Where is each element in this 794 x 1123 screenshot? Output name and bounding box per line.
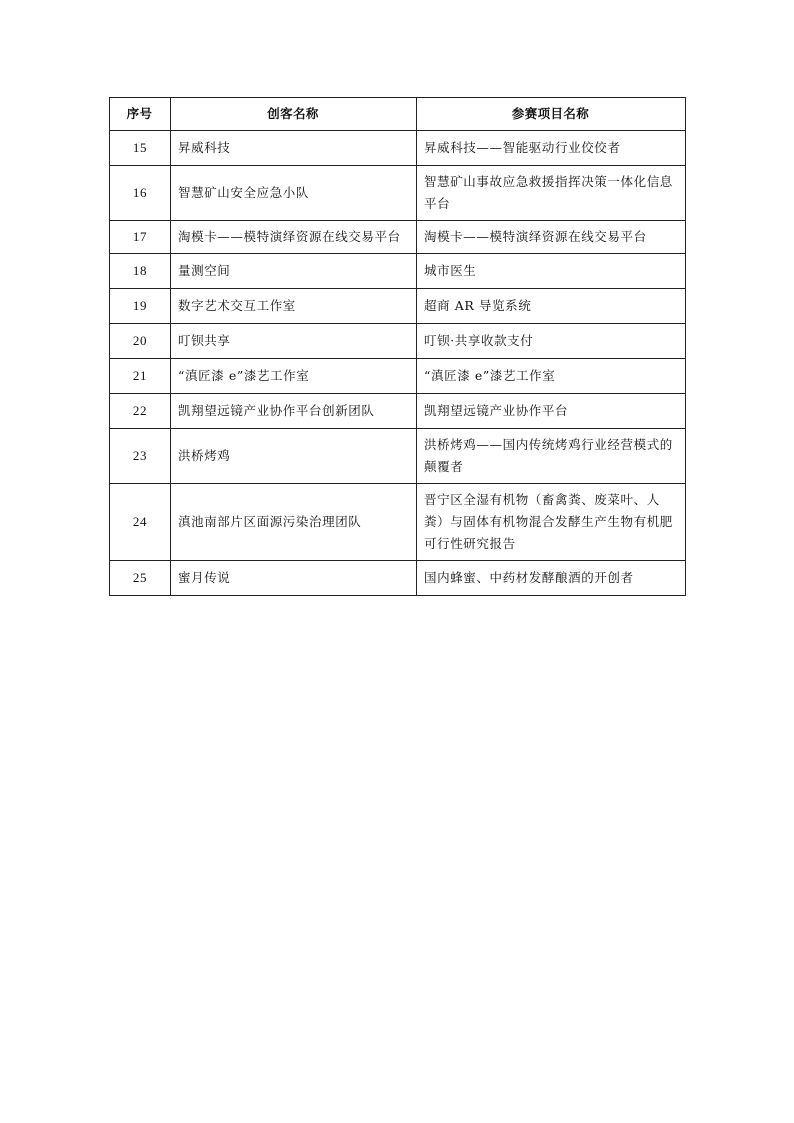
seq-cell: 22 xyxy=(110,394,171,429)
team-name-cell: 智慧矿山安全应急小队 xyxy=(171,166,417,221)
project-name-cell: 凯翔望远镜产业协作平台 xyxy=(417,394,686,429)
table-row xyxy=(110,359,686,394)
seq-cell: 21 xyxy=(110,359,171,394)
table-row xyxy=(110,289,686,324)
team-name-cell: 量测空间 xyxy=(171,254,417,289)
entries-table xyxy=(109,97,686,596)
project-name-cell: 城市医生 xyxy=(417,254,686,289)
team-name-cell: 凯翔望远镜产业协作平台创新团队 xyxy=(171,394,417,429)
team-name-cell: 数字艺术交互工作室 xyxy=(171,289,417,324)
table-row xyxy=(110,131,686,166)
team-name-cell: 蜜月传说 xyxy=(171,561,417,596)
table-header-row xyxy=(110,98,686,131)
table-row xyxy=(110,221,686,254)
project-name-cell: 洪桥烤鸡——国内传统烤鸡行业经营模式的颠覆者 xyxy=(417,429,686,484)
seq-cell: 15 xyxy=(110,131,171,166)
seq-cell: 24 xyxy=(110,484,171,561)
header-seq: 序号 xyxy=(110,98,171,131)
team-name-cell: 叮钡共享 xyxy=(171,324,417,359)
table-row xyxy=(110,429,686,484)
seq-cell: 16 xyxy=(110,166,171,221)
seq-cell: 18 xyxy=(110,254,171,289)
project-name-cell: 晋宁区全湿有机物（畜禽粪、废菜叶、人粪）与固体有机物混合发酵生产生物有机肥可行性研究报告 xyxy=(417,484,686,561)
team-name-cell: 昇威科技 xyxy=(171,131,417,166)
seq-cell: 20 xyxy=(110,324,171,359)
table-row xyxy=(110,394,686,429)
seq-cell: 17 xyxy=(110,221,171,254)
header-project-name: 参赛项目名称 xyxy=(417,98,686,131)
table-row xyxy=(110,324,686,359)
project-name-cell: “滇匠漆 e”漆艺工作室 xyxy=(417,359,686,394)
team-name-cell: 淘模卡——模特演绎资源在线交易平台 xyxy=(171,221,417,254)
table-row xyxy=(110,254,686,289)
team-name-cell: “滇匠漆 e”漆艺工作室 xyxy=(171,359,417,394)
table-row xyxy=(110,484,686,561)
team-name-cell: 洪桥烤鸡 xyxy=(171,429,417,484)
team-name-cell: 滇池南部片区面源污染治理团队 xyxy=(171,484,417,561)
table-row xyxy=(110,166,686,221)
table-row xyxy=(110,561,686,596)
project-name-cell: 昇威科技——智能驱动行业佼佼者 xyxy=(417,131,686,166)
project-name-cell: 智慧矿山事故应急救援指挥决策一体化信息平台 xyxy=(417,166,686,221)
project-name-cell: 淘模卡——模特演绎资源在线交易平台 xyxy=(417,221,686,254)
seq-cell: 23 xyxy=(110,429,171,484)
project-name-cell: 超商 AR 导览系统 xyxy=(417,289,686,324)
header-team-name: 创客名称 xyxy=(171,98,417,131)
project-name-cell: 国内蜂蜜、中药材发酵酿酒的开创者 xyxy=(417,561,686,596)
seq-cell: 25 xyxy=(110,561,171,596)
project-name-cell: 叮钡·共享收款支付 xyxy=(417,324,686,359)
seq-cell: 19 xyxy=(110,289,171,324)
